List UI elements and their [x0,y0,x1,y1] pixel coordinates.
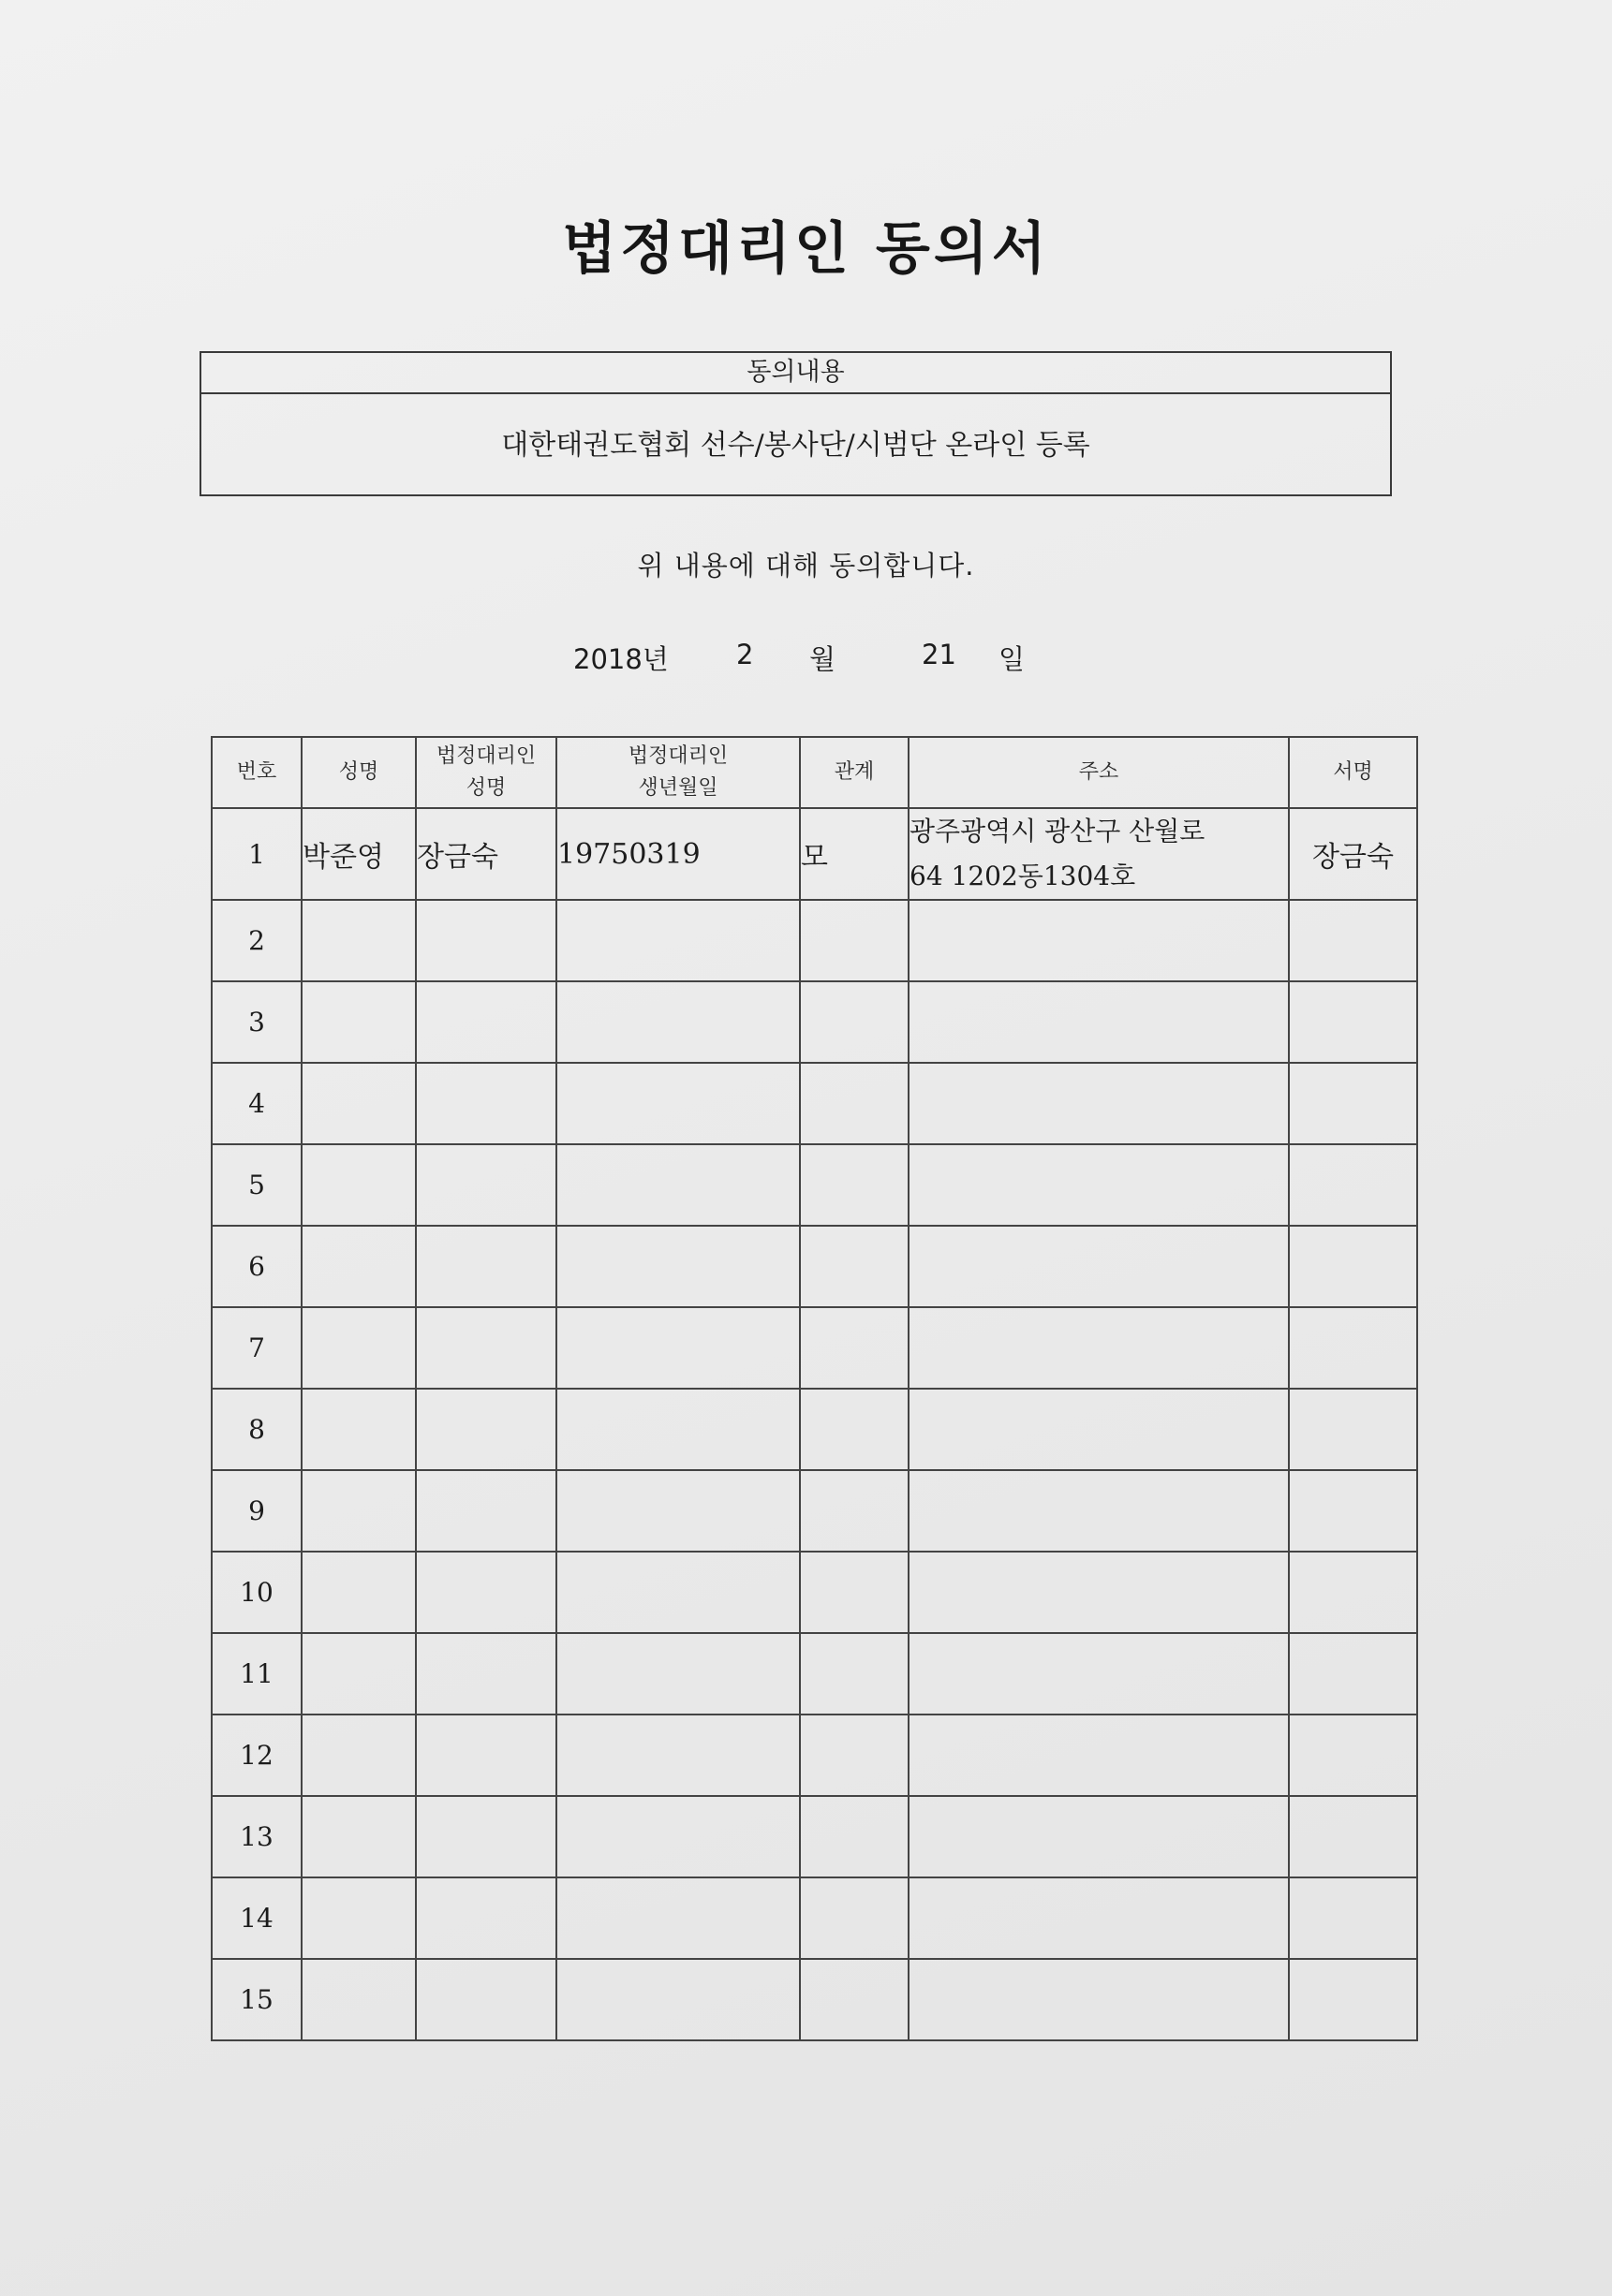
cell-birth [556,1959,800,2040]
cell-no: 3 [212,981,302,1063]
guardian-table [211,736,1418,2041]
header-no: 번호 [212,737,302,808]
cell-name [302,1796,416,1877]
cell-signature [1289,1959,1417,2040]
cell-relation [800,1063,909,1144]
cell-guardian [416,900,556,981]
cell-guardian [416,1307,556,1389]
cell-signature [1289,1877,1417,1959]
cell-signature [1289,1552,1417,1633]
table-header-row [212,737,1417,808]
address-line-2: 64 1202동1304호 [910,861,1136,891]
cell-name [302,1959,416,2040]
cell-address [909,1552,1289,1633]
cell-address [909,981,1289,1063]
consent-content: 대한태권도협회 선수/봉사단/시범단 온라인 등록 [501,429,1090,462]
cell-no: 14 [212,1877,302,1959]
cell-relation [800,1715,909,1796]
cell-name [302,1389,416,1470]
cell-birth [556,1470,800,1552]
cell-no: 4 [212,1063,302,1144]
cell-name [302,900,416,981]
table-row [212,1470,1417,1552]
cell-birth [556,1307,800,1389]
cell-address [909,1144,1289,1226]
cell-signature [1289,1389,1417,1470]
consent-box [200,351,1392,496]
cell-name [302,1633,416,1715]
cell-name [302,1715,416,1796]
cell-signature [1289,1633,1417,1715]
header-signature: 서명 [1289,737,1417,808]
cell-no: 6 [212,1226,302,1307]
document-title: 법정대리인 동의서 [562,216,1050,282]
cell-name [302,1063,416,1144]
cell-guardian [416,1796,556,1877]
cell-guardian [416,1552,556,1633]
cell-signature [1289,1470,1417,1552]
table-row [212,808,1417,900]
cell-no: 10 [212,1552,302,1633]
cell-birth [556,1796,800,1877]
cell-address [909,1796,1289,1877]
cell-signature [1289,900,1417,981]
cell-birth [556,900,800,981]
cell-no: 8 [212,1389,302,1470]
cell-name: 박준영 [302,808,416,900]
cell-name [302,1144,416,1226]
cell-relation [800,1307,909,1389]
address-line-1: 광주광역시 광산구 산월로 [910,816,1205,846]
cell-address [909,1877,1289,1959]
cell-address [909,1389,1289,1470]
cell-signature [1289,981,1417,1063]
cell-address [909,1226,1289,1307]
cell-no: 5 [212,1144,302,1226]
cell-relation [800,1959,909,2040]
table-row [212,1063,1417,1144]
table-row [212,1144,1417,1226]
table-row [212,1552,1417,1633]
cell-guardian [416,1470,556,1552]
cell-name [302,981,416,1063]
cell-birth [556,1226,800,1307]
cell-signature [1289,1307,1417,1389]
cell-relation [800,1796,909,1877]
cell-relation [800,1389,909,1470]
cell-birth: 19750319 [556,808,800,900]
cell-birth [556,981,800,1063]
cell-no: 12 [212,1715,302,1796]
header-guardian-name: 법정대리인 성명 [416,737,556,808]
cell-no: 7 [212,1307,302,1389]
date-year: 2018년 [573,643,669,675]
header-relation: 관계 [800,737,909,808]
cell-guardian [416,1715,556,1796]
cell-guardian: 장금숙 [416,808,556,900]
cell-no: 9 [212,1470,302,1552]
cell-guardian [416,1633,556,1715]
cell-relation [800,981,909,1063]
cell-address [909,1063,1289,1144]
cell-relation [800,1633,909,1715]
cell-no: 13 [212,1796,302,1877]
table-row [212,1877,1417,1959]
cell-signature: 장금숙 [1289,808,1417,900]
cell-relation [800,900,909,981]
cell-birth [556,1877,800,1959]
cell-name [302,1307,416,1389]
cell-no: 15 [212,1959,302,2040]
cell-name [302,1226,416,1307]
header-address: 주소 [909,737,1289,808]
cell-no: 2 [212,900,302,981]
date-month: 2 [736,639,754,670]
table-row [212,1307,1417,1389]
table-row [212,900,1417,981]
agree-statement: 위 내용에 대해 동의합니다. [637,550,975,581]
cell-guardian [416,1063,556,1144]
table-row [212,1389,1417,1470]
table-row [212,1226,1417,1307]
header-name: 성명 [302,737,416,808]
cell-address [909,1307,1289,1389]
cell-relation [800,1226,909,1307]
cell-guardian [416,1959,556,2040]
table-row [212,1796,1417,1877]
table-row [212,1715,1417,1796]
cell-address [909,900,1289,981]
cell-birth [556,1063,800,1144]
cell-guardian [416,981,556,1063]
cell-signature [1289,1144,1417,1226]
cell-address [909,1715,1289,1796]
cell-birth [556,1633,800,1715]
date-month-unit: 월 [809,643,836,675]
cell-address [909,1959,1289,2040]
cell-birth [556,1389,800,1470]
cell-guardian [416,1144,556,1226]
cell-name [302,1877,416,1959]
cell-birth [556,1552,800,1633]
table-row [212,1633,1417,1715]
cell-relation [800,1144,909,1226]
cell-no: 11 [212,1633,302,1715]
date-day: 21 [922,639,956,670]
cell-guardian [416,1877,556,1959]
cell-signature [1289,1063,1417,1144]
cell-signature [1289,1226,1417,1307]
cell-name [302,1552,416,1633]
cell-address [909,1633,1289,1715]
cell-birth [556,1715,800,1796]
cell-guardian [416,1389,556,1470]
cell-relation: 모 [800,808,909,900]
cell-no: 1 [212,808,302,900]
cell-relation [800,1470,909,1552]
cell-relation [800,1552,909,1633]
header-guardian-birth: 법정대리인 생년월일 [556,737,800,808]
cell-guardian [416,1226,556,1307]
cell-name [302,1470,416,1552]
table-row [212,981,1417,1063]
table-row [212,1959,1417,2040]
cell-birth [556,1144,800,1226]
cell-signature [1289,1796,1417,1877]
cell-address [909,808,1289,900]
date-day-unit: 일 [998,643,1026,675]
cell-signature [1289,1715,1417,1796]
cell-relation [800,1877,909,1959]
consent-header: 동의내용 [201,353,1390,394]
cell-address [909,1470,1289,1552]
